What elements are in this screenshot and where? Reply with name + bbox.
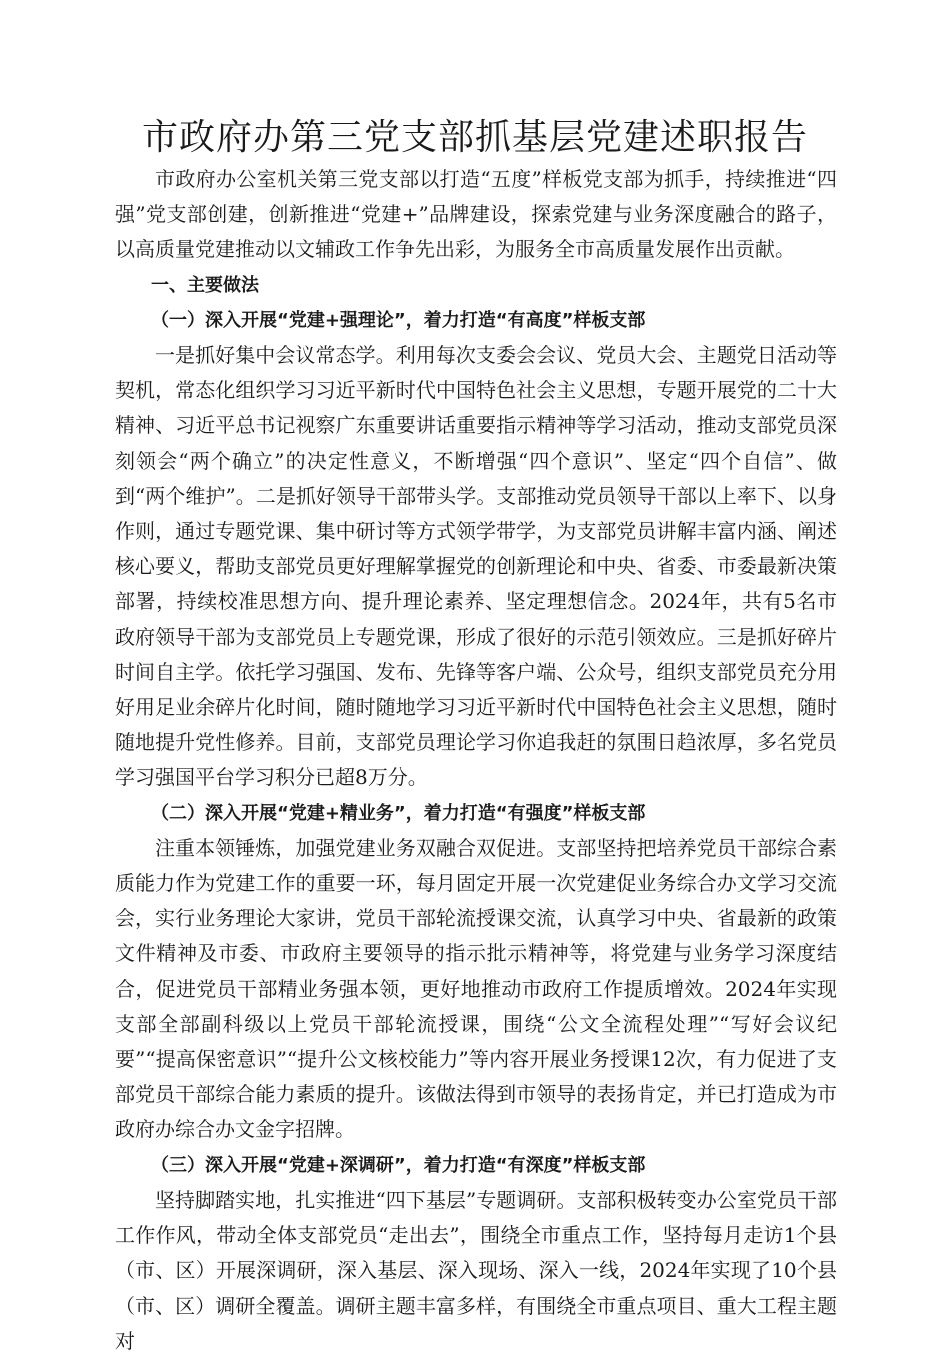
intro-paragraph: 市政府办公室机关第三党支部以打造“五度”样板党支部为抓手，持续推进“四强”党支部创建，创新推进“党建+”品牌建设，探索党建与业务深度融合的路子，以高质量党建推动以文辅政工作争先出彩，为服务全市高质量发展作出贡献。	[115, 167, 837, 262]
subsection-heading-business: （二）深入开展“党建+精业务”，着力打造“有强度”样板支部	[151, 802, 646, 824]
subsection-heading-research: （三）深入开展“党建+深调研”，着力打造“有深度”样板支部	[151, 1154, 646, 1176]
subsection-paragraph-theory: 一是抓好集中会议常态学。利用每次支委会会议、党员大会、主题党日活动等契机，常态化组织学习习近平新时代中国特色社会主义思想，专题开展党的二十大精神、习近平总书记视察广东重要讲话重要指示精神等学习活动，推动支部党员深刻领会“两个确立”的决定性意义，不断增强“四个意识”、坚定“四个自信”、做到“两个维护”。二是抓好领导干部带头学。支部推动党员领导干部以上率下、以身作则，通过专题党课、集中研讨等方式领学带学，为支部党员讲解丰富内涵、阐述核心要义，帮助支部党员更好理解掌握党的创新理论和中央、省委、市委最新决策部署，持续校准思想方向、提升理论素养、坚定理想信念。2024年，共有5名市政府领导干部为支部党员上专题党课，形成了很好的示范引领效应。三是抓好碎片时间自主学。依托学习强国、发布、先锋等客户端、公众号，组织支部党员充分用好用足业余碎片化时间，随时随地学习习近平新时代中国特色社会主义思想，随时随地提升党性修养。目前，支部党员理论学习你追我赶的氛围日趋浓厚，多名党员学习强国平台学习积分已超8万分。	[115, 343, 837, 790]
subsection-paragraph-research: 坚持脚踏实地，扎实推进“四下基层”专题调研。支部积极转变办公室党员干部工作作风，带动全体支部党员“走出去”，围绕全市重点工作，坚持每月走访1个县（市、区）开展深调研，深入基层、深入现场、深入一线，2024年实现了10个县（市、区）调研全覆盖。调研主题丰富多样，有围绕全市重点项目、重大工程主题对	[115, 1187, 837, 1353]
subsection-paragraph-business: 注重本领锤炼，加强党建业务双融合双促进。支部坚持把培养党员干部综合素质能力作为党建工作的重要一环，每月固定开展一次党建促业务综合办文学习交流会，实行业务理论大家讲，党员干部轮流授课交流，认真学习中央、省最新的政策文件精神及市委、市政府主要领导的指示批示精神等，将党建与业务学习深度结合，促进党员干部精业务强本领，更好地推动市政府工作提质增效。2024年实现支部全部副科级以上党员干部轮流授课，围绕“公文全流程处理”“写好会议纪要”“提高保密意识”“提升公文核校能力”等内容开展业务授课12次，有力促进了支部党员干部综合能力素质的提升。该做法得到市领导的表扬肯定，并已打造成为市政府办综合办文金字招牌。	[115, 835, 837, 1142]
subsection-heading-theory: （一）深入开展“党建+强理论”，着力打造“有高度”样板支部	[151, 309, 646, 331]
document-body	[115, 162, 837, 1359]
document-title: 市政府办第三党支部抓基层党建述职报告	[141, 117, 808, 158]
section-heading-main-practices: 一、主要做法	[151, 274, 259, 296]
